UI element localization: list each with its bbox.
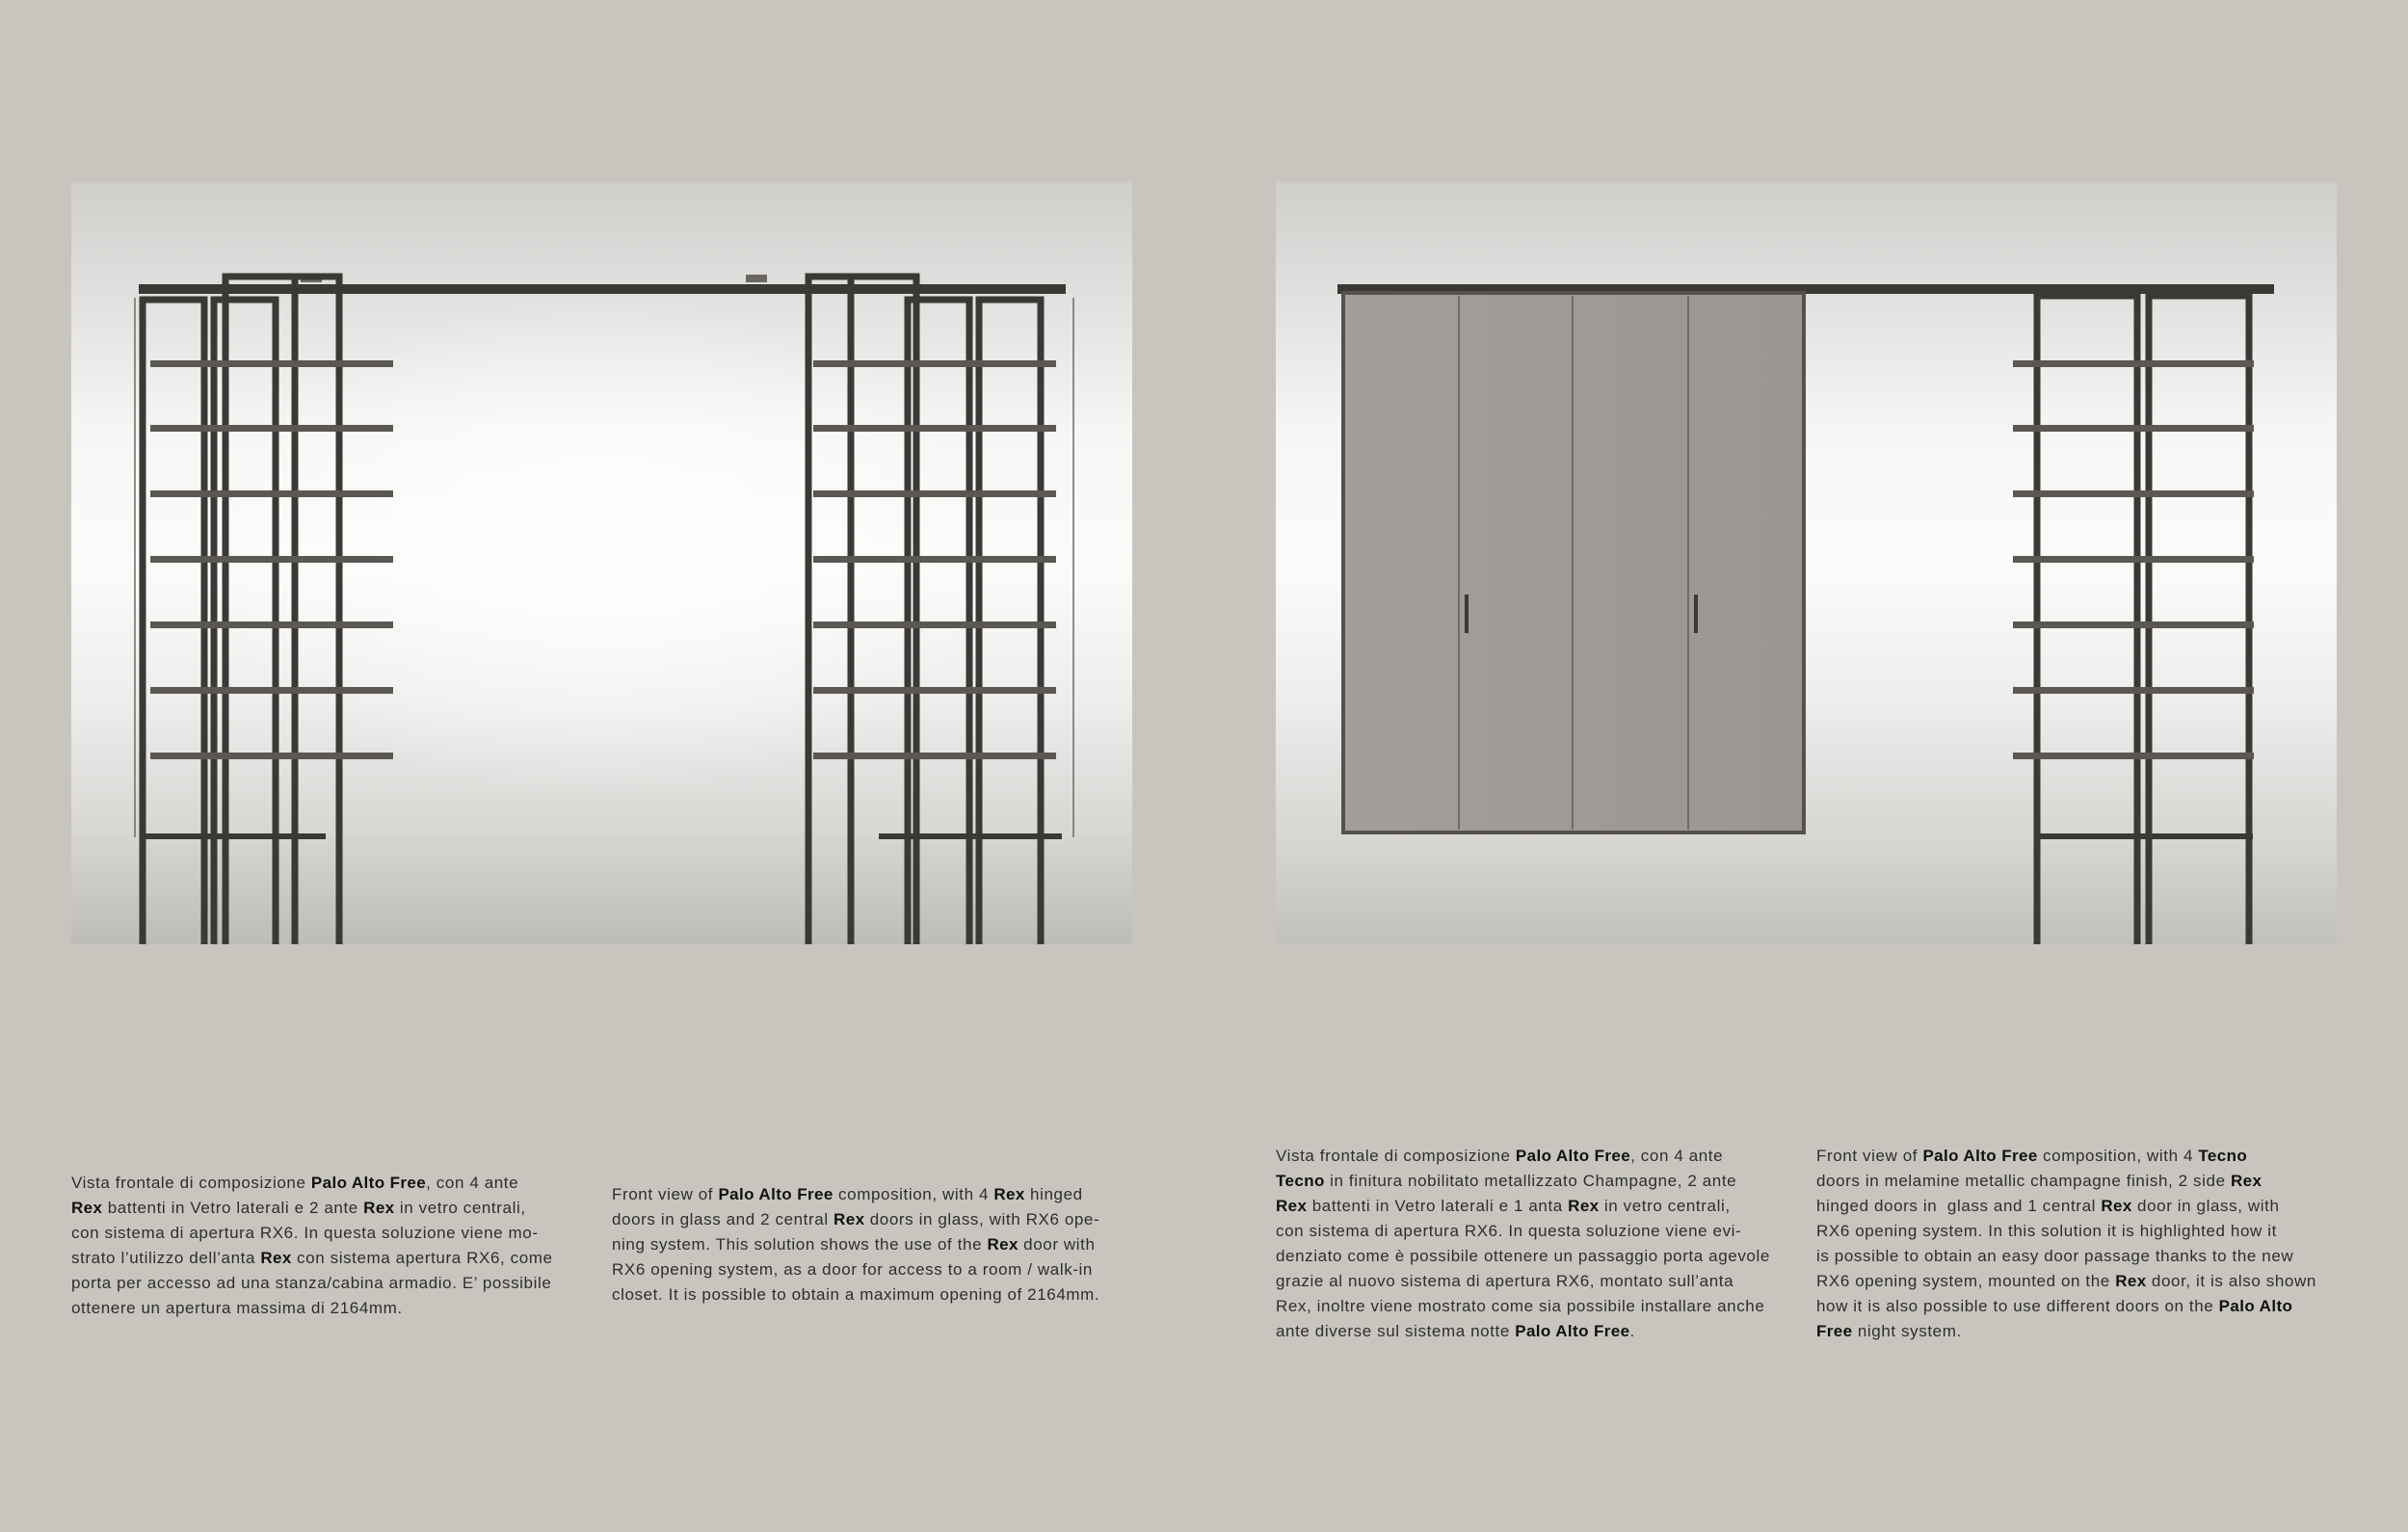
caption-text-run: door with RX6 opening system, as a door for access to a room / walk-in closet. It is possible to obtain a maximum opening of 2164mm. xyxy=(612,1235,1100,1304)
caption-left-italian xyxy=(71,1171,611,1321)
caption-text-run: con sistema apertura RX6, come porta per accesso ad una stanza/cabina armadio. E’ possibile ottenere un apertura massima di 2164mm. xyxy=(71,1249,553,1317)
caption-text-run: hinged doors in glass and 2 central xyxy=(612,1185,1083,1228)
caption-bold-term: Palo Alto Free xyxy=(1515,1147,1631,1165)
caption-text-run: Vista frontale di composizione xyxy=(1276,1147,1516,1165)
caption-bold-term: Rex xyxy=(987,1235,1019,1254)
caption-text-run: . xyxy=(1629,1322,1635,1340)
caption-right-english xyxy=(1816,1144,2356,1344)
photo-rex-glass-doors xyxy=(71,182,1132,944)
caption-bold-term: Rex xyxy=(1568,1197,1600,1215)
caption-text-run: door in glass, with RX6 opening system. In this solution it is highlighted how it is possible to obtain an easy door passage thanks to the new RX6 opening system, mounted on the xyxy=(1816,1197,2294,1290)
caption-bold-term: Rex xyxy=(993,1185,1025,1203)
caption-bold-term: Palo Alto Free xyxy=(1922,1147,2038,1165)
caption-bold-term: Tecno xyxy=(1276,1172,1325,1190)
caption-bold-term: Rex xyxy=(260,1249,292,1267)
caption-bold-term: Rex xyxy=(834,1210,865,1228)
wardrobe-illustration-right xyxy=(1276,182,2337,944)
photo-tecno-champagne-doors xyxy=(1276,182,2337,944)
caption-text-run: hinged doors in glass and 1 central xyxy=(1816,1197,2096,1215)
wardrobe-illustration-left xyxy=(71,182,1132,944)
caption-text-run: Vista frontale di composizione xyxy=(71,1174,311,1192)
caption-bold-term: Rex xyxy=(2101,1197,2132,1215)
caption-text-run: night system. xyxy=(1852,1322,1962,1340)
caption-bold-term: Rex xyxy=(71,1199,103,1217)
caption-bold-term: Palo Alto Free xyxy=(1515,1322,1630,1340)
caption-text-run: , con 4 ante xyxy=(426,1174,519,1192)
caption-text-run: composition, with 4 xyxy=(2037,1147,2199,1165)
caption-bold-term: Palo Alto Free xyxy=(310,1174,427,1192)
caption-text-run: , con 4 ante xyxy=(1630,1147,1724,1165)
caption-bold-term: Rex xyxy=(363,1199,395,1217)
caption-text-run: door, it is also shown how it is also possible to use different doors on the xyxy=(1816,1272,2316,1315)
caption-bold-term: Rex xyxy=(1276,1197,1308,1215)
caption-text-run: doors in glass, with RX6 ope- ning system. This solution shows the use of the xyxy=(612,1210,1100,1254)
caption-text-run: Front view of xyxy=(1816,1147,1923,1165)
caption-text-run: in finitura nobilitato metallizzato Champagne, 2 ante xyxy=(1330,1172,1737,1190)
caption-bold-term: Rex xyxy=(2230,1172,2262,1190)
caption-bold-term: Palo Alto Free xyxy=(1816,1297,2293,1340)
caption-text-run: in vetro centrali, con sistema di apertura RX6. In questa soluzione viene evi- denziato come è possibile ottenere un passaggio porta agevole grazie al nuovo sistema di apertura RX6, montato sull’anta Rex, inoltre viene mostrato come sia possibile installare anche ante diverse sul sistema notte xyxy=(1276,1197,1770,1340)
caption-text-run: doors in melamine metallic champagne finish, 2 side xyxy=(1816,1172,2226,1190)
caption-text-run: battenti in Vetro laterali e 2 ante xyxy=(102,1199,364,1217)
caption-bold-term: Rex xyxy=(2115,1272,2147,1290)
caption-text-run: composition, with 4 xyxy=(833,1185,994,1203)
caption-right-italian xyxy=(1276,1144,1815,1344)
caption-text-run: battenti in Vetro laterali e 1 anta xyxy=(1307,1197,1569,1215)
caption-left-english xyxy=(612,1182,1151,1307)
caption-text-run: in vetro centrali, con sistema di apertura RX6. In questa soluzione viene mo- strato l’utilizzo dell’anta xyxy=(71,1199,539,1267)
caption-bold-term: Tecno xyxy=(2198,1147,2248,1165)
caption-bold-term: Palo Alto Free xyxy=(718,1185,834,1203)
caption-text-run: Front view of xyxy=(612,1185,719,1203)
